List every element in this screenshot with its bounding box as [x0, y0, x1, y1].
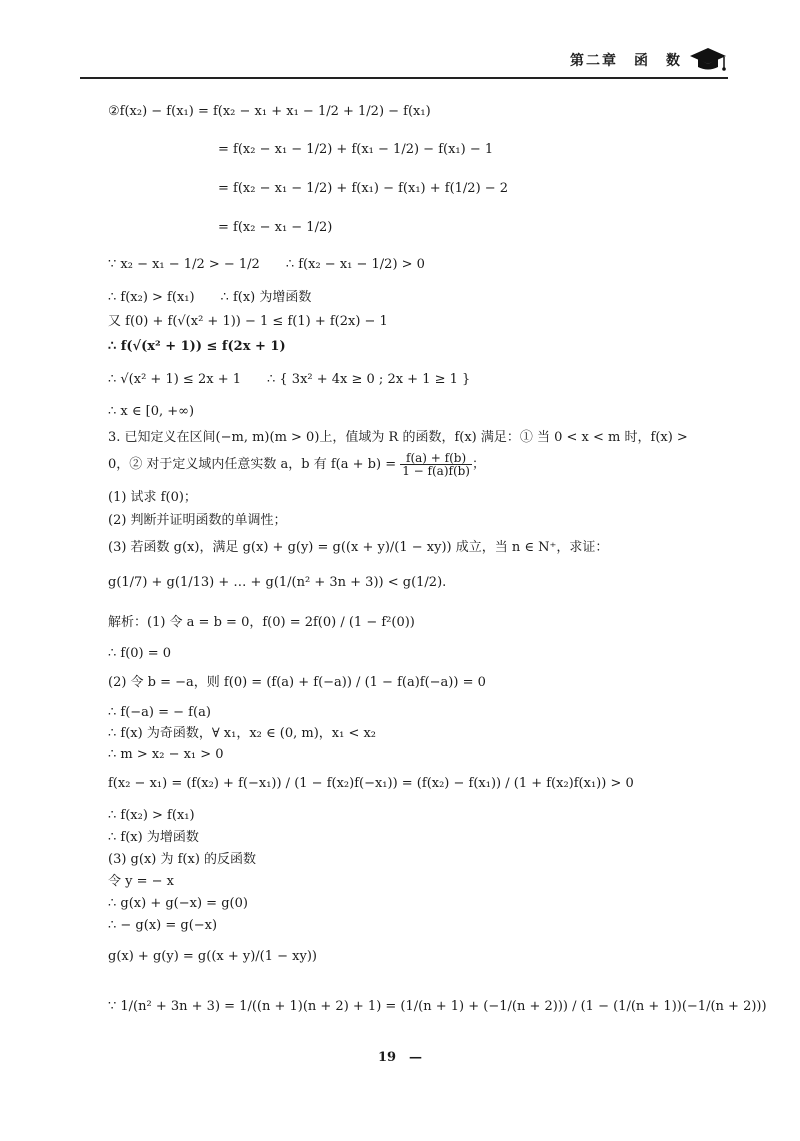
- graduation-cap-icon: [688, 44, 728, 74]
- proof-line: ∴ x ∈ [0, +∞): [108, 404, 195, 419]
- solution-line: ∴ − g(x) = g(−x): [108, 918, 218, 933]
- solution-line: ∵ 1/(n² + 3n + 3) = 1/((n + 1)(n + 2) + 1) = (1/(n + 1) + (−1/(n + 2))) / (1 − (1/(n + 1))(−1/(n + 2))): [108, 999, 767, 1014]
- solution-line: ∴ f(x) 为奇函数，∀ x₁，x₂ ∈ (0, m)，x₁ < x₂: [108, 726, 377, 741]
- proof-line: = f(x₂ − x₁ − 1/2) + f(x₁) − f(x₁) + f(1/2) − 2: [218, 181, 509, 196]
- proof-line: ②f(x₂) − f(x₁) = f(x₂ − x₁ + x₁ − 1/2 + 1/2) − f(x₁): [108, 104, 431, 119]
- chapter-title: 第二章 函 数: [570, 53, 682, 69]
- solution-line: ∴ f(x₂) > f(x₁): [108, 808, 195, 823]
- problem-stem: [108, 428, 728, 448]
- solution-line: 解析：(1) 令 a = b = 0，f(0) = 2f(0) / (1 − f²(0)): [108, 615, 415, 630]
- solution-line: ∴ g(x) + g(−x) = g(0): [108, 896, 248, 911]
- solution-line: ∴ m > x₂ − x₁ > 0: [108, 747, 224, 762]
- solution-line: ∴ f(x) 为增函数: [108, 830, 199, 845]
- proof-line: ∵ x₂ − x₁ − 1/2 > − 1/2 ∴ f(x₂ − x₁ − 1/2) > 0: [108, 257, 425, 272]
- problem-stem-condition: [108, 452, 485, 477]
- fraction-numerator: f(a) + f(b): [400, 452, 472, 465]
- condition-fraction: [400, 452, 472, 477]
- solution-line: 令 y = − x: [108, 874, 174, 889]
- proof-line: = f(x₂ − x₁ − 1/2) + f(x₁ − 1/2) − f(x₁) − 1: [218, 142, 494, 157]
- question-3: (3) 若函数 g(x)，满足 g(x) + g(y) = g((x + y)/(1 − xy)) 成立，当 n ∈ N⁺，求证：: [108, 540, 609, 555]
- solution-line: f(x₂ − x₁) = (f(x₂) + f(−x₁)) / (1 − f(x₂)f(−x₁)) = (f(x₂) − f(x₁)) / (1 + f(x₂)f(x₁)) > 0: [108, 776, 634, 791]
- running-header: [80, 44, 728, 78]
- proof-line: ∴ f(√(x² + 1)) ≤ f(2x + 1): [108, 339, 286, 354]
- fraction-denominator: 1 − f(a)f(b): [402, 464, 470, 478]
- proof-line: 又 f(0) + f(√(x² + 1)) − 1 ≤ f(1) + f(2x) − 1: [108, 314, 388, 329]
- solution-line: ∴ f(0) = 0: [108, 646, 172, 661]
- solution-line: (3) g(x) 为 f(x) 的反函数: [108, 852, 257, 867]
- question-2: (2) 判断并证明函数的单调性；: [108, 513, 287, 528]
- proof-line: ∴ √(x² + 1) ≤ 2x + 1 ∴ { 3x² + 4x ≥ 0 ; 2x + 1 ≥ 1 }: [108, 372, 471, 387]
- question-1: (1) 试求 f(0)；: [108, 490, 197, 505]
- solution-line: ∴ f(−a) = − f(a): [108, 705, 211, 720]
- question-3-inequality: g(1/7) + g(1/13) + … + g(1/(n² + 3n + 3)) < g(1/2).: [108, 575, 447, 590]
- problem-stem-text: 3. 已知定义在区间(−m, m)(m > 0)上，值域为 R 的函数，f(x) 满足：① 当 0 < x < m 时，f(x) >: [108, 430, 688, 445]
- condition-text: 0，② 对于定义域内任意实数 a，b 有 f(a + b) =: [108, 457, 401, 472]
- condition-end: ；: [471, 457, 485, 472]
- solution-line: g(x) + g(y) = g((x + y)/(1 − xy)): [108, 949, 317, 964]
- solution-line: (2) 令 b = −a，则 f(0) = (f(a) + f(−a)) / (1 − f(a)f(−a)) = 0: [108, 675, 486, 690]
- page-number: 19 —: [377, 1050, 423, 1065]
- header-rule: [80, 77, 728, 79]
- proof-line: = f(x₂ − x₁ − 1/2): [218, 220, 333, 235]
- proof-line: ∴ f(x₂) > f(x₁) ∴ f(x) 为增函数: [108, 290, 312, 305]
